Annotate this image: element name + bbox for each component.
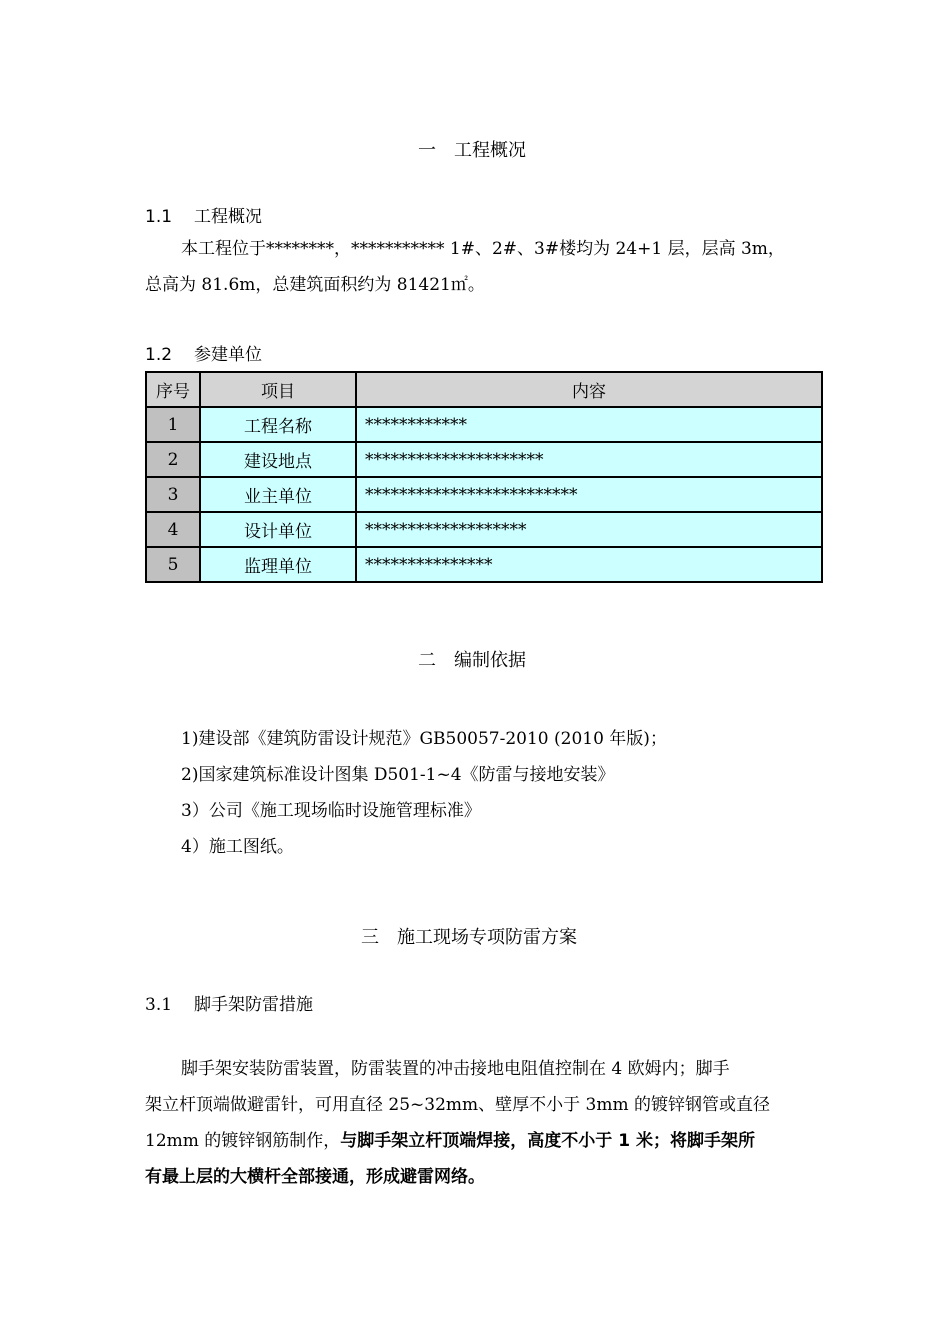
section-3-title: 三 施工现场专项防雷方案 (361, 927, 577, 948)
row-item: 监理单位 (200, 547, 356, 582)
table-row (146, 512, 822, 547)
row-number: 1 (146, 407, 200, 442)
row-number: 4 (146, 512, 200, 547)
row-number: 5 (146, 547, 200, 582)
section-2-title: 二 编制依据 (418, 650, 526, 671)
basis-item: 1)建设部《建筑防雷设计规范》GB50057-2010 (2010 年版)； (181, 729, 667, 749)
basis-item: 2)国家建筑标准设计图集 D501-1~4《防雷与接地安装》 (181, 765, 615, 785)
scaffold-para-line-2: 架立杆顶端做避雷针，可用直径 25~32mm、壁厚不小于 3mm 的镀锌钢管或直径 (145, 1095, 771, 1115)
subsection-1-1-title: 工程概况 (194, 207, 263, 227)
row-item: 业主单位 (200, 477, 356, 512)
row-number: 3 (146, 477, 200, 512)
row-content: *************** (356, 547, 822, 582)
section-1-title: 一 工程概况 (418, 140, 526, 161)
row-content: ************ (356, 407, 822, 442)
row-item: 设计单位 (200, 512, 356, 547)
subsection-3-1-title: 脚手架防雷措施 (194, 995, 314, 1015)
table-row (146, 477, 822, 512)
scaffold-para-line-3b: 与脚手架立杆顶端焊接，高度不小于 1 米；将脚手架所 (340, 1131, 755, 1151)
scaffold-para-line-1: 脚手架安装防雷装置，防雷装置的冲击接地电阻值控制在 4 欧姆内；脚手 (181, 1059, 730, 1079)
overview-line-2: 总高为 81.6m，总建筑面积约为 81421㎡。 (145, 275, 485, 295)
subsection-3-1-number: 3.1 (145, 995, 173, 1015)
basis-item: 4）施工图纸。 (181, 837, 294, 857)
row-item: 建设地点 (200, 442, 356, 477)
row-content: ********************* (356, 442, 822, 477)
header-item: 项目 (200, 372, 356, 407)
subsection-1-2-number: 1.2 (145, 345, 173, 365)
header-number: 序号 (146, 372, 200, 407)
subsection-1-1-heading (145, 202, 262, 227)
table-row (146, 547, 822, 582)
subsection-3-1-heading (145, 990, 313, 1015)
row-content: ******************* (356, 512, 822, 547)
basis-item: 3）公司《施工现场临时设施管理标准》 (181, 801, 481, 821)
subsection-1-1-number: 1.1 (145, 207, 173, 227)
row-content: ************************* (356, 477, 822, 512)
row-number: 2 (146, 442, 200, 477)
scaffold-para-line-4: 有最上层的大横杆全部接通，形成避雷网络。 (145, 1167, 485, 1187)
row-item: 工程名称 (200, 407, 356, 442)
subsection-1-2-title: 参建单位 (194, 345, 263, 365)
table-header-row (146, 372, 822, 407)
overview-line-1: 本工程位于********，*********** 1#、2#、3#楼均为 24+1 层，层高 3m， (181, 239, 785, 259)
subsection-1-2-heading (145, 340, 262, 365)
scaffold-para-line-3 (145, 1123, 755, 1159)
table-row (146, 407, 822, 442)
header-content: 内容 (356, 372, 822, 407)
scaffold-para-line-3a: 12mm 的镀锌钢筋制作， (145, 1131, 341, 1151)
participating-units-table (145, 371, 823, 583)
table-row (146, 442, 822, 477)
